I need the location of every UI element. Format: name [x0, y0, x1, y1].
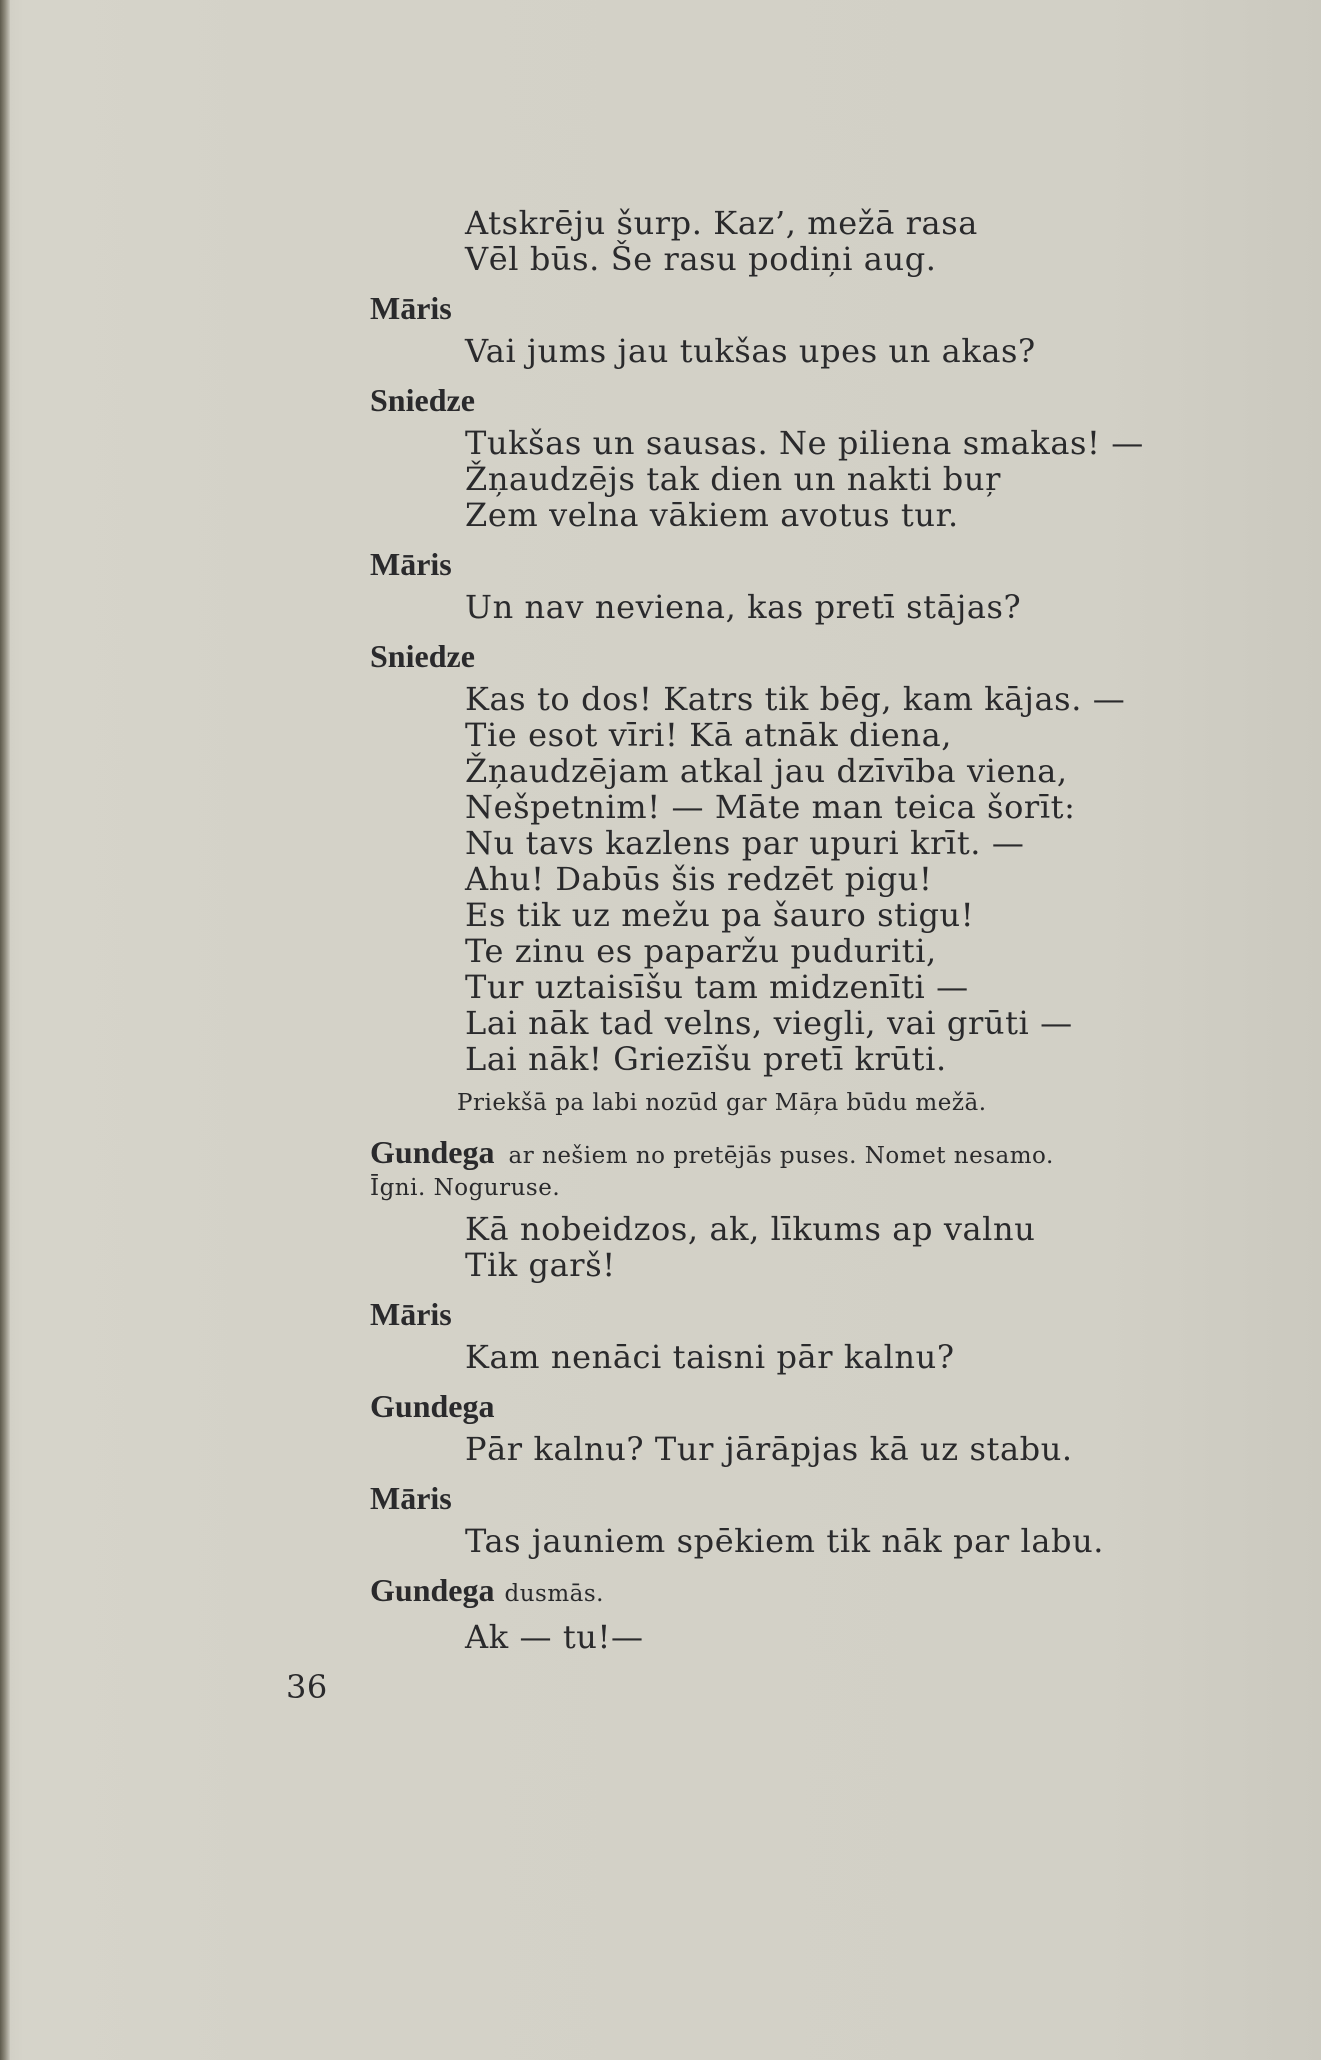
verse-line: Tur uztaisīšu tam midzenīti —: [465, 968, 969, 1006]
stage-direction-inline: ar nešiem no pretējās puses. Nomet nesamo.: [508, 1143, 1054, 1169]
speaker-name: Māris: [370, 1480, 452, 1516]
verse-line: Kas to dos! Katrs tik bēg, kam kājas. —: [465, 680, 1126, 718]
verse-line: Atskrēju šurp. Kaz’, mežā rasa: [465, 204, 978, 242]
stage-direction: Priekšā pa labi nozūd gar Māŗa būdu mežā.: [457, 1090, 987, 1116]
speaker-heading: [370, 1571, 1230, 1613]
stage-direction-inline: dusmās.: [504, 1581, 604, 1607]
stage-direction-continued: Īgni. Noguruse.: [370, 1175, 561, 1201]
book-spine: [0, 0, 10, 2060]
verse-line: Žņaudzējs tak dien un nakti buŗ: [465, 460, 1001, 498]
verse-line: Vai jums jau tukšas upes un akas?: [465, 332, 1036, 370]
verse-line: Tas jauniem spēkiem tik nāk par labu.: [465, 1522, 1105, 1560]
verse-line: Ak — tu!—: [465, 1618, 644, 1656]
speaker-heading: [370, 1135, 1230, 1173]
verse-line: Kam nenāci taisni pār kalnu?: [465, 1338, 955, 1376]
verse-line: Vēl būs. Še rasu podiņi aug.: [465, 240, 937, 278]
page-number: 36: [286, 1668, 328, 1706]
verse-line: Žņaudzējam atkal jau dzīvība viena,: [465, 752, 1068, 790]
verse-line: Pār kalnu? Tur jārāpjas kā uz stabu.: [465, 1430, 1073, 1468]
verse-line: Te zinu es paparžu puduriti,: [465, 932, 937, 970]
verse-line: Nu tavs kazlens par upuri krīt. —: [465, 824, 1025, 862]
verse-line: Tik garš!: [465, 1246, 616, 1284]
speaker-name: Sniedze: [370, 638, 475, 674]
speaker-name: Māris: [370, 1296, 452, 1332]
verse-line: Lai nāk tad velns, viegli, vai grūti —: [465, 1004, 1073, 1042]
speaker-name: Sniedze: [370, 382, 475, 418]
verse-line: Zem velna vākiem avotus tur.: [465, 496, 959, 534]
speaker-name: Māris: [370, 290, 452, 326]
speaker-name: Gundega: [370, 1572, 495, 1608]
speaker-name: Gundega: [370, 1388, 495, 1424]
verse-line: Nešpetnim! — Māte man teica šorīt:: [465, 788, 1076, 826]
speaker-name: Māris: [370, 546, 452, 582]
verse-line: Lai nāk! Griezīšu pretī krūti.: [465, 1040, 947, 1078]
speaker-name: Gundega: [370, 1134, 495, 1170]
verse-line: Ahu! Dabūs šis redzēt pigu!: [465, 860, 933, 898]
verse-line: Tie esot vīri! Kā atnāk diena,: [465, 716, 953, 754]
speaker-block-gundega: [370, 1135, 1230, 1203]
verse-line: Tukšas un sausas. Ne piliena smakas! —: [465, 424, 1144, 462]
verse-line: Es tik uz mežu pa šauro stigu!: [465, 896, 975, 934]
verse-line: Un nav neviena, kas pretī stājas?: [465, 588, 1022, 626]
verse-line: Kā nobeidzos, ak, līkums ap valnu: [465, 1210, 1036, 1248]
play-text: [370, 205, 1230, 1655]
